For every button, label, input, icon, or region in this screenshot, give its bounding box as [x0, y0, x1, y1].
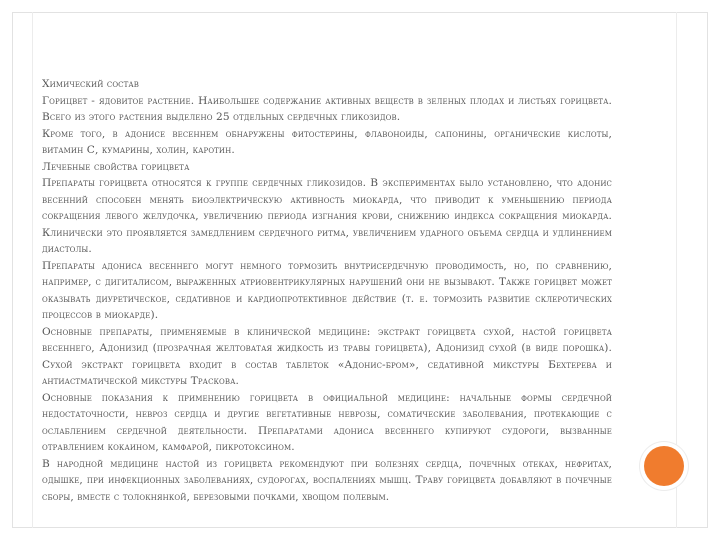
- paragraph-main-preparations: Основные препараты, применяемые в клинической медицине: экстракт горицвета сухой, настой горицвета весеннего, Адонизид (прозрачная желтоватая жидкость из травы горицвета), Адонизид сухой (в виде порошка). Сухой экстракт горицвета входит в состав таблеток «Адонис-бром», седативной микстуры Бехтерева и антиастматической микстуры Траскова.: [42, 325, 612, 387]
- slide-text-body: [42, 76, 612, 505]
- paragraph-toxicity: Горицвет - ядовитое растение. Наибольшее содержание активных веществ в зеленых плодах и листьях горицвета. Всего из этого растения выделено 25 отдельных сердечных гликозидов.: [42, 94, 612, 123]
- paragraph-cardiac-glycosides: Препараты горицвета относятся к группе сердечных гликозидов. В экспериментах было установлено, что адонис весенний способен менять биоэлектрическую активность миокарда, что приводит к уменьшению периода сокращения левого желудочка, увеличению периода изгнания крови, снижению индекса сокращения миокарда. Клинически это проявляется замедлением сердечного ритма, увеличением ударного объема сердца и удлинением диастолы.: [42, 177, 612, 255]
- left-border-line: [32, 12, 33, 528]
- heading-medicinal-properties: Лечебные свойства горицвета: [42, 160, 190, 173]
- paragraph-indications: Основные показания к применению горицвета в официальной медицине: начальные формы сердечной недостаточности, невроз сердца и другие вегетативные неврозы, соматические заболевания, протекающие с ослаблением сердечной деятельности. Препаратами адониса весеннего купируют судороги, вызванные отравлением кокаином, камфарой, пикротоксином.: [42, 391, 612, 453]
- orange-circle-decoration: [644, 446, 684, 486]
- paragraph-conduction-effects: Препараты адониса весеннего могут немного тормозить внутрисердечную проводимость, но, по сравнению, например, с дигиталисом, выраженных атриовентрикулярных нарушений они не вызывают. Также горицвет может оказывать диуретическое, седативное и кардиопротективное действие (т. е. тормозить развитие склеротических процессов в миокарде).: [42, 259, 612, 321]
- paragraph-folk-medicine: В народной медицине настой из горицвета рекомендуют при болезнях сердца, почечных отеках, нефритах, одышке, при инфекционных заболеваниях, судорогах, воспалениях мышц. Траву горицвета добавляют в почечные сборы, вместе с толокнянкой, березовыми почками, хвощом полевым.: [42, 457, 612, 503]
- heading-chemical-composition: Химический состав: [42, 78, 140, 90]
- paragraph-composition: Кроме того, в адонисе весеннем обнаружены фитостерины, флавоноиды, сапонины, органические кислоты, витамин С, кумарины, холин, каротин.: [42, 127, 612, 156]
